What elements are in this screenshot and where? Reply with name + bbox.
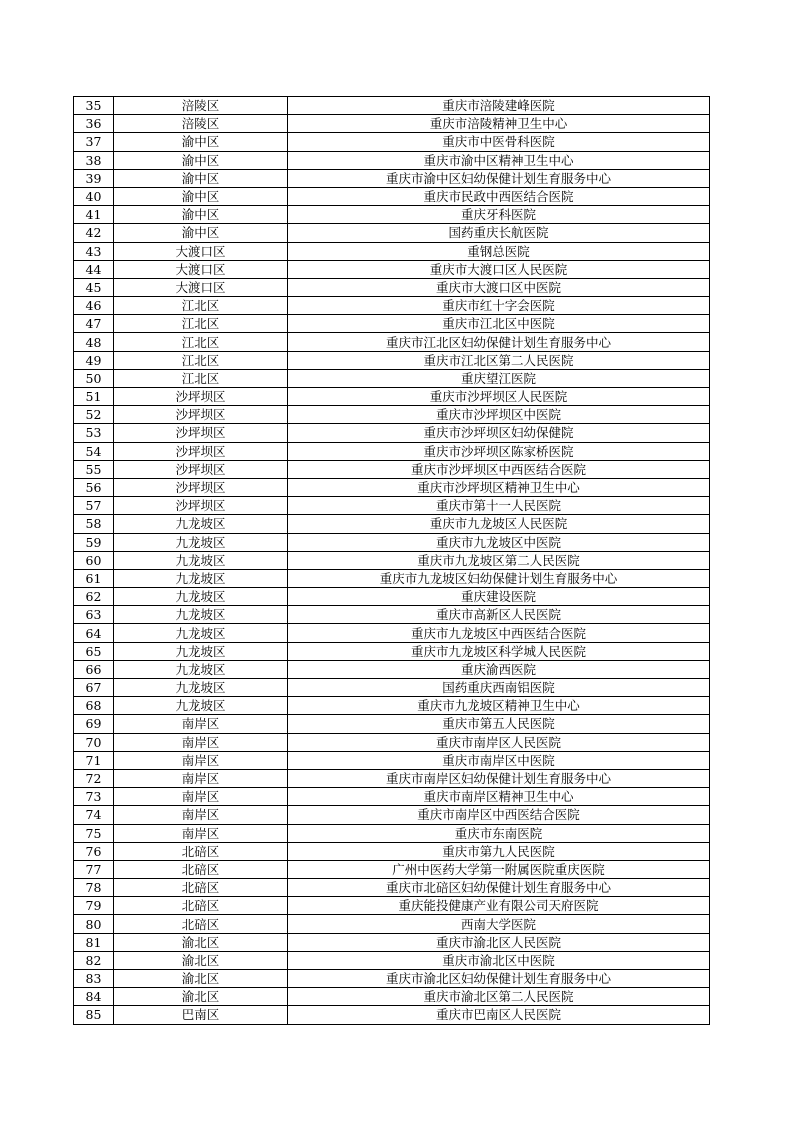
table-row (74, 515, 710, 533)
hospital-name-cell: 重庆市渝中区精神卫生中心 (288, 151, 710, 169)
table-row (74, 169, 710, 187)
table-row (74, 842, 710, 860)
district-cell: 北碚区 (114, 915, 288, 933)
district-cell: 沙坪坝区 (114, 406, 288, 424)
district-cell: 南岸区 (114, 733, 288, 751)
row-number-cell: 64 (74, 624, 114, 642)
district-cell: 渝中区 (114, 187, 288, 205)
hospital-name-cell: 重庆市渝北区中医院 (288, 951, 710, 969)
hospital-name-cell: 重庆市南岸区妇幼保健计划生育服务中心 (288, 769, 710, 787)
hospital-name-cell: 重庆市九龙坡区第二人民医院 (288, 551, 710, 569)
district-cell: 九龙坡区 (114, 642, 288, 660)
table-row (74, 588, 710, 606)
table-row (74, 988, 710, 1006)
table-row (74, 424, 710, 442)
hospital-name-cell: 重庆市南岸区中西医结合医院 (288, 806, 710, 824)
row-number-cell: 50 (74, 369, 114, 387)
table-row (74, 278, 710, 296)
hospital-name-cell: 重庆市九龙坡区中西医结合医院 (288, 624, 710, 642)
district-cell: 渝中区 (114, 224, 288, 242)
hospital-name-cell: 重庆市沙坪坝区妇幼保健院 (288, 424, 710, 442)
district-cell: 北碚区 (114, 879, 288, 897)
table-row (74, 369, 710, 387)
district-cell: 大渡口区 (114, 278, 288, 296)
table-row (74, 679, 710, 697)
row-number-cell: 45 (74, 278, 114, 296)
district-cell: 渝北区 (114, 933, 288, 951)
table-row (74, 406, 710, 424)
hospital-name-cell: 重庆建设医院 (288, 588, 710, 606)
hospital-name-cell: 重庆市沙坪坝区中医院 (288, 406, 710, 424)
table-row (74, 133, 710, 151)
hospital-name-cell: 重庆市渝北区妇幼保健计划生育服务中心 (288, 970, 710, 988)
hospital-name-cell: 重庆市第五人民医院 (288, 715, 710, 733)
district-cell: 渝中区 (114, 206, 288, 224)
row-number-cell: 43 (74, 242, 114, 260)
district-cell: 北碚区 (114, 842, 288, 860)
hospital-table (73, 96, 710, 1025)
row-number-cell: 67 (74, 679, 114, 697)
table-row (74, 624, 710, 642)
hospital-name-cell: 重庆市红十字会医院 (288, 297, 710, 315)
hospital-name-cell: 国药重庆长航医院 (288, 224, 710, 242)
district-cell: 沙坪坝区 (114, 478, 288, 496)
district-cell: 渝中区 (114, 169, 288, 187)
table-row (74, 297, 710, 315)
district-cell: 沙坪坝区 (114, 388, 288, 406)
hospital-name-cell: 重庆望江医院 (288, 369, 710, 387)
table-row (74, 642, 710, 660)
row-number-cell: 37 (74, 133, 114, 151)
row-number-cell: 56 (74, 478, 114, 496)
table-row (74, 187, 710, 205)
district-cell: 九龙坡区 (114, 697, 288, 715)
row-number-cell: 74 (74, 806, 114, 824)
row-number-cell: 55 (74, 460, 114, 478)
hospital-name-cell: 重庆市九龙坡区精神卫生中心 (288, 697, 710, 715)
hospital-name-cell: 重庆市九龙坡区妇幼保健计划生育服务中心 (288, 569, 710, 587)
hospital-name-cell: 重庆市南岸区人民医院 (288, 733, 710, 751)
district-cell: 江北区 (114, 297, 288, 315)
table-row (74, 1006, 710, 1024)
row-number-cell: 80 (74, 915, 114, 933)
hospital-name-cell: 重庆市沙坪坝区精神卫生中心 (288, 478, 710, 496)
hospital-name-cell: 重庆市巴南区人民医院 (288, 1006, 710, 1024)
district-cell: 渝北区 (114, 970, 288, 988)
district-cell: 南岸区 (114, 824, 288, 842)
row-number-cell: 40 (74, 187, 114, 205)
row-number-cell: 79 (74, 897, 114, 915)
row-number-cell: 57 (74, 497, 114, 515)
hospital-name-cell: 重庆市民政中西医结合医院 (288, 187, 710, 205)
hospital-table-body (74, 97, 710, 1025)
hospital-name-cell: 重庆市九龙坡区科学城人民医院 (288, 642, 710, 660)
table-row (74, 478, 710, 496)
hospital-name-cell: 重钢总医院 (288, 242, 710, 260)
row-number-cell: 42 (74, 224, 114, 242)
hospital-name-cell: 重庆市东南医院 (288, 824, 710, 842)
table-row (74, 806, 710, 824)
row-number-cell: 71 (74, 751, 114, 769)
row-number-cell: 46 (74, 297, 114, 315)
row-number-cell: 63 (74, 606, 114, 624)
table-row (74, 497, 710, 515)
table-row (74, 115, 710, 133)
hospital-name-cell: 重庆市大渡口区中医院 (288, 278, 710, 296)
district-cell: 沙坪坝区 (114, 460, 288, 478)
district-cell: 九龙坡区 (114, 679, 288, 697)
hospital-name-cell: 重庆市高新区人民医院 (288, 606, 710, 624)
table-row (74, 769, 710, 787)
district-cell: 沙坪坝区 (114, 442, 288, 460)
row-number-cell: 66 (74, 660, 114, 678)
table-row (74, 460, 710, 478)
row-number-cell: 72 (74, 769, 114, 787)
row-number-cell: 70 (74, 733, 114, 751)
district-cell: 渝北区 (114, 951, 288, 969)
row-number-cell: 75 (74, 824, 114, 842)
hospital-name-cell: 重庆市沙坪坝区陈家桥医院 (288, 442, 710, 460)
table-row (74, 151, 710, 169)
row-number-cell: 77 (74, 860, 114, 878)
hospital-name-cell: 国药重庆西南铝医院 (288, 679, 710, 697)
hospital-name-cell: 重庆市江北区第二人民医院 (288, 351, 710, 369)
table-row (74, 224, 710, 242)
row-number-cell: 83 (74, 970, 114, 988)
district-cell: 九龙坡区 (114, 515, 288, 533)
row-number-cell: 58 (74, 515, 114, 533)
hospital-name-cell: 重庆市南岸区中医院 (288, 751, 710, 769)
district-cell: 九龙坡区 (114, 588, 288, 606)
table-row (74, 751, 710, 769)
table-row (74, 915, 710, 933)
district-cell: 江北区 (114, 333, 288, 351)
district-cell: 渝中区 (114, 133, 288, 151)
table-row (74, 951, 710, 969)
district-cell: 北碚区 (114, 860, 288, 878)
row-number-cell: 47 (74, 315, 114, 333)
row-number-cell: 53 (74, 424, 114, 442)
hospital-name-cell: 重庆牙科医院 (288, 206, 710, 224)
row-number-cell: 73 (74, 788, 114, 806)
district-cell: 沙坪坝区 (114, 424, 288, 442)
district-cell: 九龙坡区 (114, 551, 288, 569)
district-cell: 大渡口区 (114, 260, 288, 278)
hospital-name-cell: 重庆市九龙坡区中医院 (288, 533, 710, 551)
hospital-name-cell: 重庆市涪陵建峰医院 (288, 97, 710, 115)
row-number-cell: 76 (74, 842, 114, 860)
row-number-cell: 62 (74, 588, 114, 606)
hospital-name-cell: 重庆市沙坪坝区人民医院 (288, 388, 710, 406)
district-cell: 江北区 (114, 351, 288, 369)
hospital-name-cell: 重庆市第十一人民医院 (288, 497, 710, 515)
row-number-cell: 84 (74, 988, 114, 1006)
hospital-name-cell: 重庆市江北区中医院 (288, 315, 710, 333)
table-row (74, 315, 710, 333)
district-cell: 南岸区 (114, 788, 288, 806)
row-number-cell: 65 (74, 642, 114, 660)
table-row (74, 860, 710, 878)
table-row (74, 733, 710, 751)
table-row (74, 569, 710, 587)
hospital-name-cell: 西南大学医院 (288, 915, 710, 933)
table-row (74, 551, 710, 569)
hospital-name-cell: 重庆市渝中区妇幼保健计划生育服务中心 (288, 169, 710, 187)
hospital-name-cell: 重庆市涪陵精神卫生中心 (288, 115, 710, 133)
table-row (74, 970, 710, 988)
hospital-name-cell: 重庆市第九人民医院 (288, 842, 710, 860)
table-row (74, 788, 710, 806)
row-number-cell: 48 (74, 333, 114, 351)
row-number-cell: 82 (74, 951, 114, 969)
district-cell: 九龙坡区 (114, 569, 288, 587)
table-row (74, 388, 710, 406)
district-cell: 江北区 (114, 315, 288, 333)
district-cell: 九龙坡区 (114, 624, 288, 642)
table-row (74, 206, 710, 224)
district-cell: 涪陵区 (114, 115, 288, 133)
hospital-name-cell: 重庆市九龙坡区人民医院 (288, 515, 710, 533)
hospital-name-cell: 重庆市沙坪坝区中西医结合医院 (288, 460, 710, 478)
row-number-cell: 52 (74, 406, 114, 424)
row-number-cell: 38 (74, 151, 114, 169)
table-row (74, 442, 710, 460)
hospital-name-cell: 广州中医药大学第一附属医院重庆医院 (288, 860, 710, 878)
district-cell: 九龙坡区 (114, 606, 288, 624)
hospital-name-cell: 重庆能投健康产业有限公司天府医院 (288, 897, 710, 915)
district-cell: 南岸区 (114, 769, 288, 787)
table-row (74, 660, 710, 678)
row-number-cell: 81 (74, 933, 114, 951)
row-number-cell: 51 (74, 388, 114, 406)
hospital-name-cell: 重庆市中医骨科医院 (288, 133, 710, 151)
row-number-cell: 68 (74, 697, 114, 715)
table-row (74, 897, 710, 915)
table-row (74, 824, 710, 842)
row-number-cell: 85 (74, 1006, 114, 1024)
table-row (74, 715, 710, 733)
district-cell: 南岸区 (114, 715, 288, 733)
table-row (74, 606, 710, 624)
district-cell: 九龙坡区 (114, 533, 288, 551)
table-row (74, 97, 710, 115)
table-row (74, 242, 710, 260)
district-cell: 渝北区 (114, 988, 288, 1006)
table-row (74, 533, 710, 551)
row-number-cell: 44 (74, 260, 114, 278)
table-row (74, 879, 710, 897)
hospital-name-cell: 重庆渝西医院 (288, 660, 710, 678)
table-row (74, 697, 710, 715)
row-number-cell: 54 (74, 442, 114, 460)
hospital-name-cell: 重庆市江北区妇幼保健计划生育服务中心 (288, 333, 710, 351)
table-row (74, 351, 710, 369)
row-number-cell: 35 (74, 97, 114, 115)
table-row (74, 933, 710, 951)
hospital-name-cell: 重庆市渝北区人民医院 (288, 933, 710, 951)
row-number-cell: 78 (74, 879, 114, 897)
district-cell: 北碚区 (114, 897, 288, 915)
row-number-cell: 49 (74, 351, 114, 369)
district-cell: 南岸区 (114, 806, 288, 824)
row-number-cell: 41 (74, 206, 114, 224)
district-cell: 渝中区 (114, 151, 288, 169)
row-number-cell: 69 (74, 715, 114, 733)
table-row (74, 333, 710, 351)
hospital-name-cell: 重庆市大渡口区人民医院 (288, 260, 710, 278)
row-number-cell: 61 (74, 569, 114, 587)
district-cell: 巴南区 (114, 1006, 288, 1024)
row-number-cell: 39 (74, 169, 114, 187)
row-number-cell: 60 (74, 551, 114, 569)
district-cell: 九龙坡区 (114, 660, 288, 678)
district-cell: 江北区 (114, 369, 288, 387)
district-cell: 南岸区 (114, 751, 288, 769)
table-row (74, 260, 710, 278)
district-cell: 沙坪坝区 (114, 497, 288, 515)
hospital-name-cell: 重庆市北碚区妇幼保健计划生育服务中心 (288, 879, 710, 897)
district-cell: 涪陵区 (114, 97, 288, 115)
district-cell: 大渡口区 (114, 242, 288, 260)
hospital-name-cell: 重庆市渝北区第二人民医院 (288, 988, 710, 1006)
row-number-cell: 59 (74, 533, 114, 551)
hospital-name-cell: 重庆市南岸区精神卫生中心 (288, 788, 710, 806)
row-number-cell: 36 (74, 115, 114, 133)
